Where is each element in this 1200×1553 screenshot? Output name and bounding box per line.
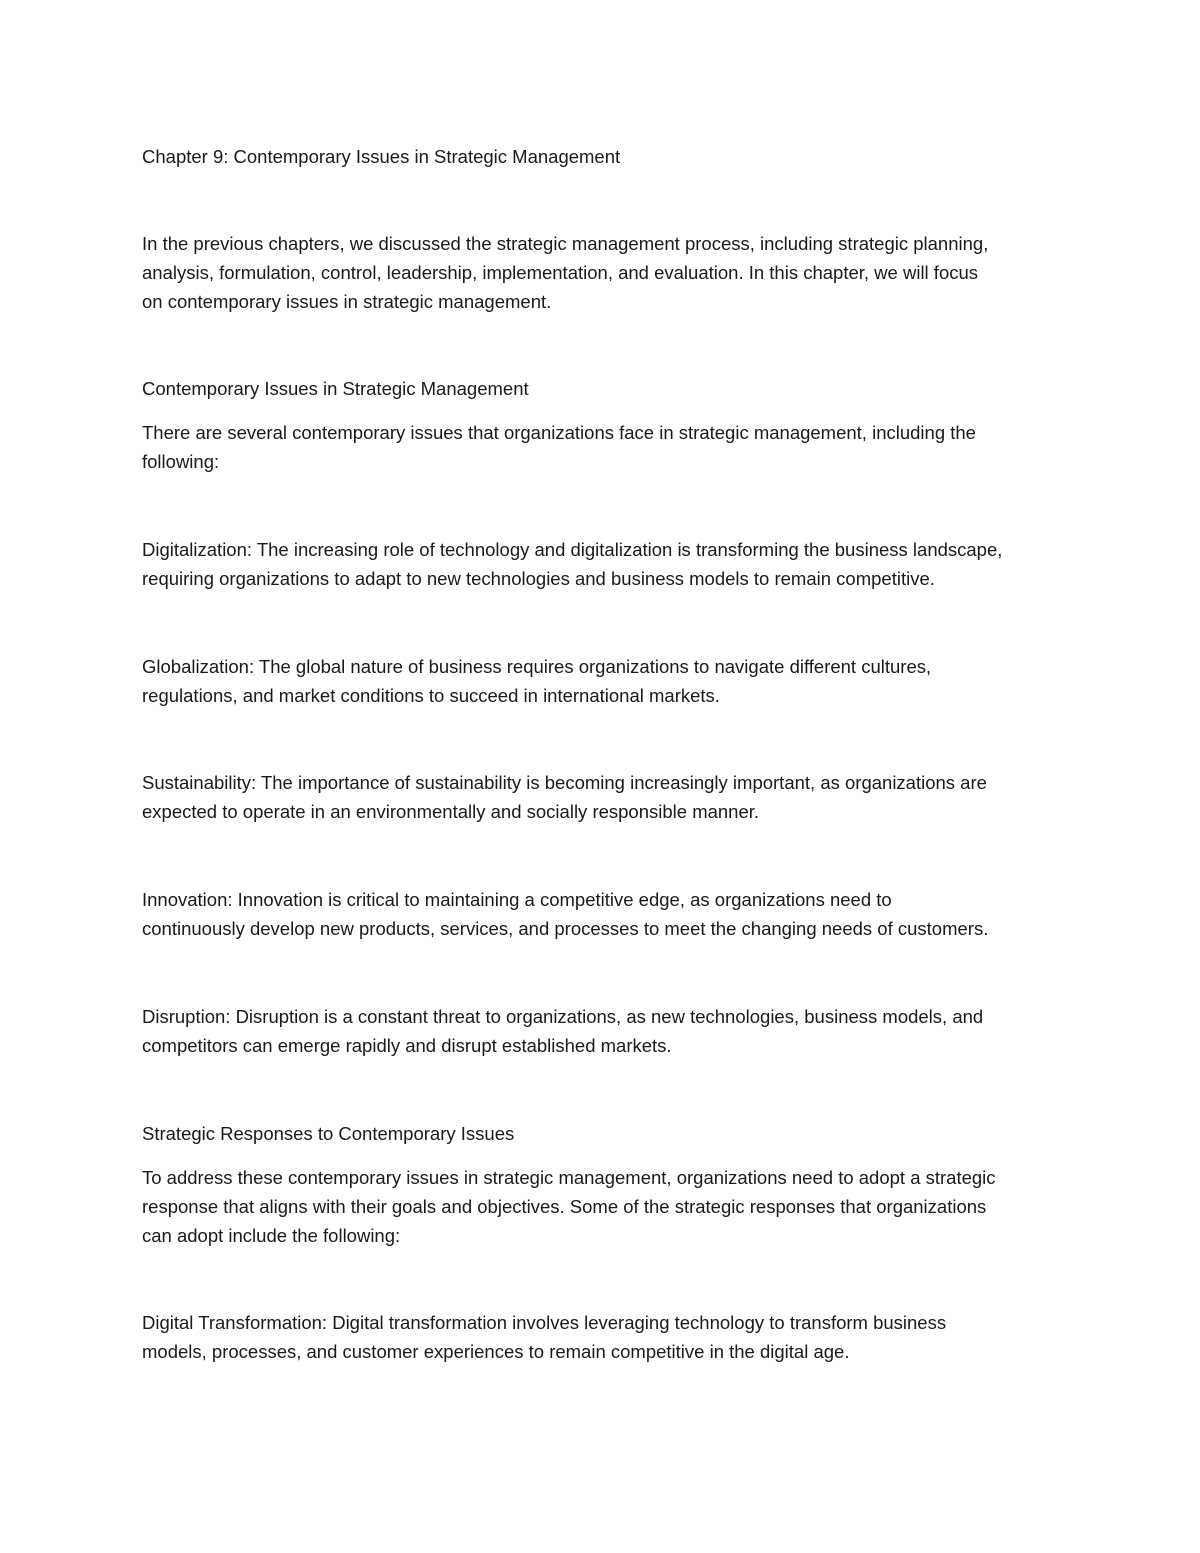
issue-sustainability-line-2: expected to operate in an environmentally and socially responsible manner. [142,801,760,822]
section-heading-strategic-responses: Strategic Responses to Contemporary Issues [142,1123,515,1144]
response-digital-transformation-line-1: Digital Transformation: Digital transformation involves leveraging technology to transform business [142,1312,947,1333]
section1-intro-line-1: There are several contemporary issues that organizations face in strategic management, including the [142,422,976,443]
issue-disruption-line-2: competitors can emerge rapidly and disrupt established markets. [142,1035,672,1056]
section-heading-contemporary-issues: Contemporary Issues in Strategic Management [142,378,529,399]
issue-disruption-line-1: Disruption: Disruption is a constant threat to organizations, as new technologies, business models, and [142,1006,984,1027]
issue-sustainability-line-1: Sustainability: The importance of sustainability is becoming increasingly important, as organizations are [142,772,987,793]
issue-digitalization-line-1: Digitalization: The increasing role of technology and digitalization is transforming the business landscape, [142,539,1003,560]
chapter-title: Chapter 9: Contemporary Issues in Strategic Management [142,146,621,167]
issue-globalization-line-1: Globalization: The global nature of business requires organizations to navigate different cultures, [142,656,932,677]
response-digital-transformation-line-2: models, processes, and customer experiences to remain competitive in the digital age. [142,1341,850,1362]
section2-intro-line-3: can adopt include the following: [142,1225,401,1246]
issue-innovation-line-1: Innovation: Innovation is critical to maintaining a competitive edge, as organizations need to [142,889,892,910]
issue-innovation-line-2: continuously develop new products, services, and processes to meet the changing needs of customers. [142,918,989,939]
intro-line-3: on contemporary issues in strategic management. [142,291,552,312]
section1-intro-line-2: following: [142,451,220,472]
issue-globalization-line-2: regulations, and market conditions to succeed in international markets. [142,685,720,706]
section2-intro-line-2: response that aligns with their goals and objectives. Some of the strategic responses that organizations [142,1196,987,1217]
intro-line-2: analysis, formulation, control, leadership, implementation, and evaluation. In this chapter, we will focus [142,262,979,283]
issue-digitalization-line-2: requiring organizations to adapt to new technologies and business models to remain competitive. [142,568,935,589]
section2-intro-line-1: To address these contemporary issues in strategic management, organizations need to adopt a strategic [142,1167,996,1188]
intro-line-1: In the previous chapters, we discussed the strategic management process, including strategic planning, [142,233,989,254]
